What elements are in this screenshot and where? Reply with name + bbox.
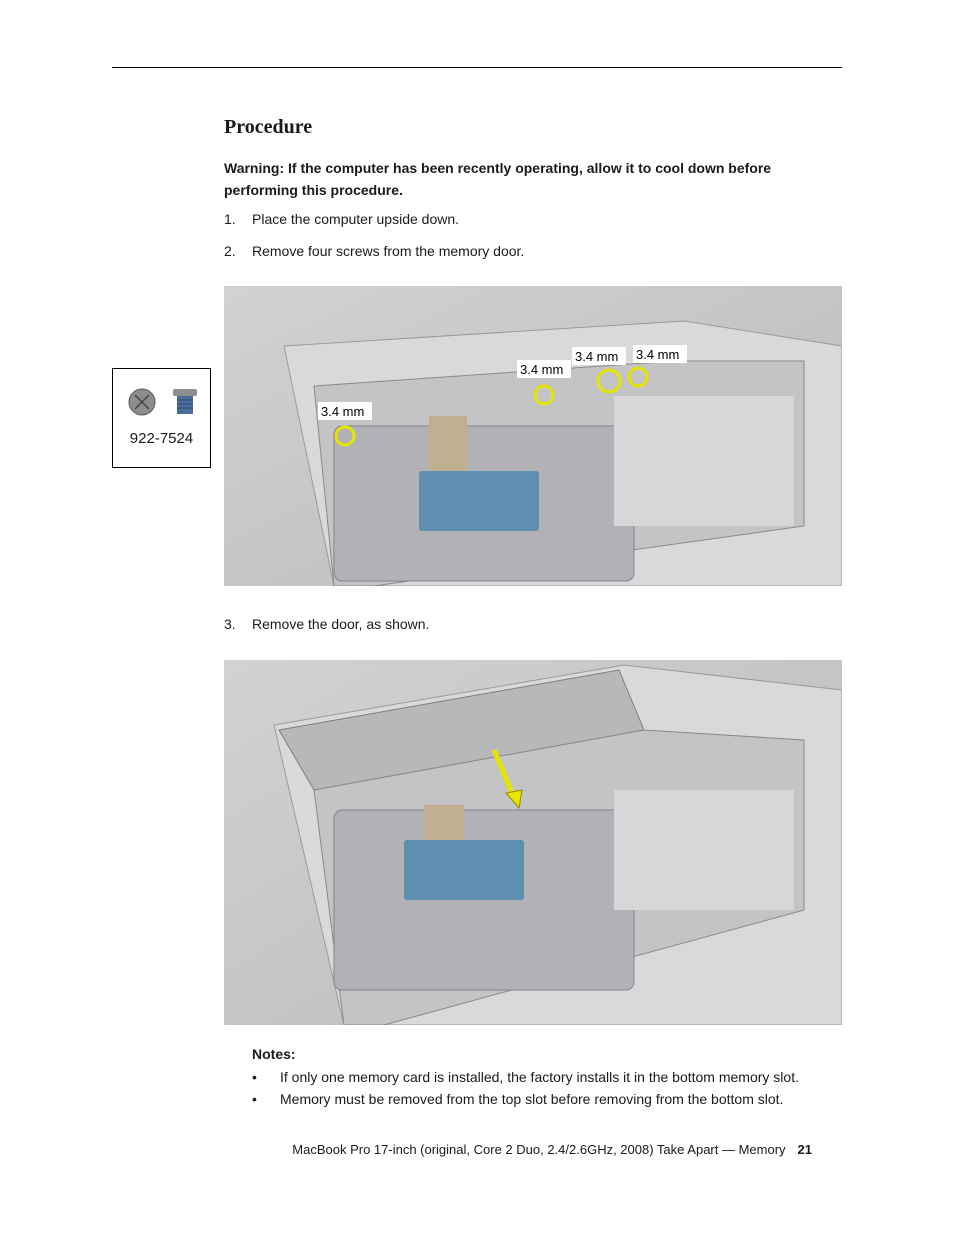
note-text: Memory must be removed from the top slot before removing from the bottom slot. <box>280 1091 784 1107</box>
bullet: • <box>252 1091 257 1107</box>
step-text: Remove the door, as shown. <box>252 616 430 632</box>
screw-label-4: 3.4 mm <box>636 347 680 362</box>
step-number: 3. <box>224 616 236 632</box>
warning-text: Warning: If the computer has been recently operating, allow it to cool down before performing this procedure. <box>224 160 772 198</box>
remove-door-photo <box>224 660 842 1025</box>
screw-icon <box>113 369 210 429</box>
step-text: Remove four screws from the memory door. <box>252 243 525 259</box>
step-3 <box>224 616 429 632</box>
page-footer <box>292 1142 812 1157</box>
screw-label-2: 3.4 mm <box>520 362 564 377</box>
screw-part-box <box>112 368 211 468</box>
step-2 <box>224 243 524 259</box>
step-number: 2. <box>224 243 236 259</box>
footer-text: MacBook Pro 17-inch (original, Core 2 Duo, 2.4/2.6GHz, 2008) Take Apart — Memory <box>292 1142 786 1157</box>
step-number: 1. <box>224 211 236 227</box>
bullet: • <box>252 1069 257 1085</box>
page-number: 21 <box>797 1142 812 1157</box>
part-number: 922-7524 <box>129 430 194 447</box>
screw-label-3: 3.4 mm <box>575 349 619 364</box>
screw-label-1: 3.4 mm <box>321 404 365 419</box>
step-text: Place the computer upside down. <box>252 211 460 227</box>
note-text: If only one memory card is installed, the factory installs it in the bottom memory slot. <box>280 1069 799 1085</box>
notes-title: Notes: <box>252 1046 296 1062</box>
header-rule <box>112 67 842 68</box>
section-title: Procedure <box>224 116 313 138</box>
memory-door-screws-photo <box>224 286 842 586</box>
step-1 <box>224 211 459 227</box>
